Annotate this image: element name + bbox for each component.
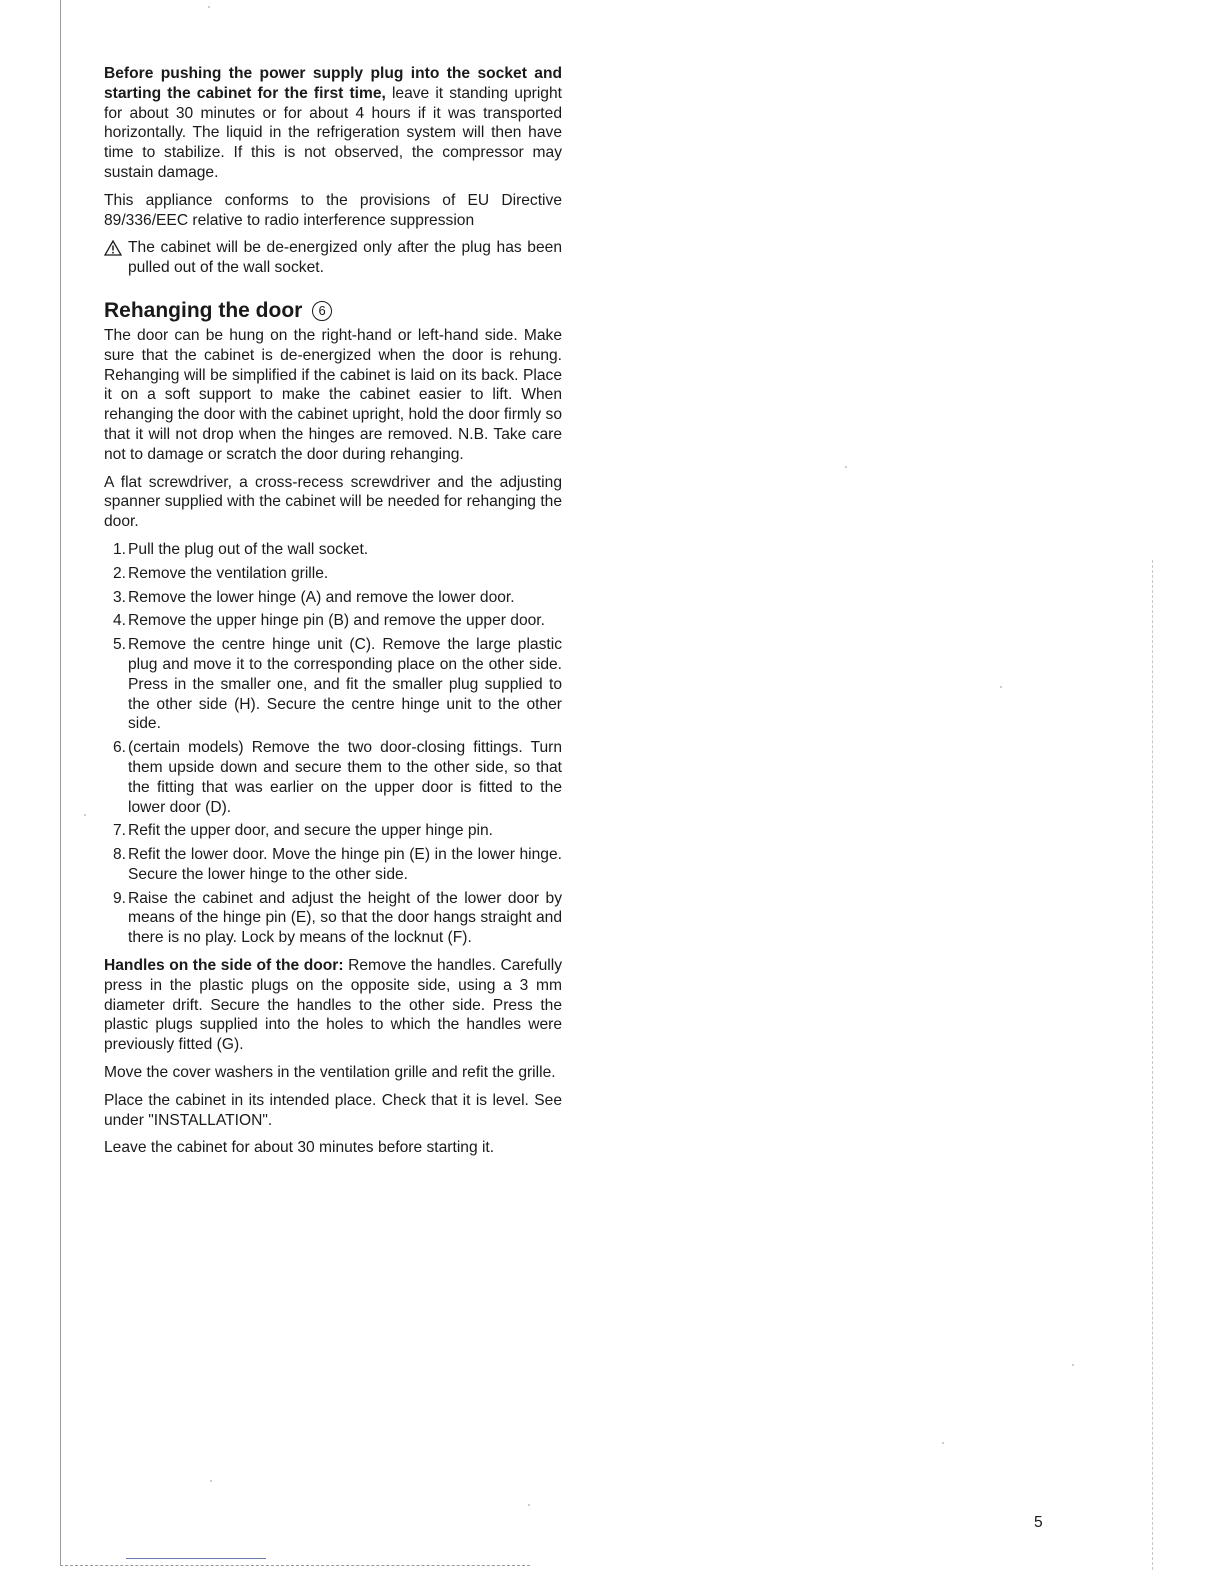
page-content [104, 64, 562, 1166]
intro-paragraph [104, 64, 562, 183]
warning-text: The cabinet will be de-energized only after the plug has been pulled out of the wall socket. [128, 239, 562, 277]
step-text: Remove the upper hinge pin (B) and remove the upper door. [128, 612, 545, 630]
steps-list [104, 540, 562, 948]
warning-triangle-icon [104, 238, 128, 262]
step-number: 2. [112, 564, 126, 582]
step-item [104, 889, 562, 948]
step-text: Remove the ventilation grille. [128, 564, 329, 582]
scan-speck [84, 814, 86, 816]
scan-speck [942, 1442, 944, 1444]
intro-lead-text: leave it standing upright for about 30 minutes or for about 4 hours if it was transported horizontally. The liquid in the refrigeration system will then have time to stabilize. If this is not observed, the compressor may sustain damage. [104, 84, 562, 181]
handles-paragraph [104, 956, 562, 1055]
handles-text: Remove the handles. Carefully press in the plastic plugs on the opposite side, using a 3 mm diameter drift. Secure the handles to the other side. Press the plastic plugs supplied into the holes to which the handles were previously fitted (G). [104, 957, 563, 1054]
step-number: 6. [112, 739, 126, 757]
step-number: 4. [112, 612, 126, 630]
step-number: 5. [112, 636, 126, 654]
step-item [104, 588, 562, 608]
step-item [104, 611, 562, 631]
scan-edge-right [1152, 560, 1153, 1570]
step-text: (certain models) Remove the two door-closing fittings. Turn them upside down and secure them to the other side, so that the fitting that was earlier on the upper door is fitted to the lower door (D). [128, 739, 562, 816]
step-number: 9. [112, 889, 126, 907]
scan-speck [1000, 686, 1002, 688]
section-heading [104, 298, 562, 324]
step-number: 3. [112, 588, 126, 606]
step-number: 7. [112, 822, 126, 840]
figure-reference-badge: 6 [312, 301, 332, 321]
handles-lead-bold: Handles on the side of the door: [104, 957, 344, 975]
step-text: Refit the upper door, and secure the upper hinge pin. [128, 822, 493, 840]
step-number: 8. [112, 846, 126, 864]
scan-speck [1072, 1364, 1074, 1366]
step-text: Pull the plug out of the wall socket. [128, 540, 369, 558]
placement-paragraph: Place the cabinet in its intended place. Check that it is level. See under "INSTALLATION". [104, 1091, 562, 1129]
scan-edge-left [60, 0, 61, 1566]
step-item [104, 540, 562, 560]
final-paragraph: Leave the cabinet for about 30 minutes before starting it. [104, 1139, 495, 1157]
step-number: 1. [112, 540, 126, 558]
section-paragraph-2: A flat screwdriver, a cross-recess screwdriver and the adjusting spanner supplied with the cabinet will be needed for rehanging the door. [104, 473, 562, 531]
step-text: Refit the lower door. Move the hinge pin (E) in the lower hinge. Secure the lower hinge to the other side. [128, 846, 562, 883]
step-text: Remove the centre hinge unit (C). Remove the large plastic plug and move it to the corresponding place on the other side. Press in the smaller one, and fit the smaller plug supplied to the other side (H). Secure the centre hinge unit to the other side. [128, 636, 562, 733]
warning-note [104, 238, 562, 278]
scan-speck [208, 6, 210, 8]
step-item [104, 821, 562, 841]
scan-speck [210, 1480, 212, 1482]
page-number: 5 [1034, 1514, 1043, 1531]
section-title: Rehanging the door [104, 298, 303, 322]
step-item [104, 635, 562, 734]
scan-speck [845, 466, 847, 468]
step-item [104, 845, 562, 885]
scan-speck [528, 1504, 530, 1506]
section-paragraph-1: The door can be hung on the right-hand or left-hand side. Make sure that the cabinet is de-energized when the door is rehung. Rehanging will be simplified if the cabinet is laid on its back. Place it on a soft support to make the cabinet easier to lift. When rehanging the door with the cabinet upright, hold the door firmly so that it will not drop when the hinges are removed. N.B. Take care not to damage or scratch the door during rehanging. [104, 326, 562, 463]
scan-underline [126, 1558, 266, 1559]
step-text: Remove the lower hinge (A) and remove the lower door. [128, 588, 515, 606]
step-text: Raise the cabinet and adjust the height of the lower door by means of the hinge pin (E), so that the door hangs straight and there is no play. Lock by means of the locknut (F). [128, 889, 562, 947]
scan-edge-bottom [60, 1565, 530, 1566]
step-item [104, 738, 562, 817]
step-item [104, 564, 562, 584]
washers-paragraph: Move the cover washers in the ventilation grille and refit the grille. [104, 1064, 556, 1082]
directive-paragraph: This appliance conforms to the provisions of EU Directive 89/336/EEC relative to radio interference suppression [104, 191, 562, 229]
intro-lead-bold: Before pushing the power supply plug into the socket and starting the cabinet for the first time, [104, 65, 562, 102]
